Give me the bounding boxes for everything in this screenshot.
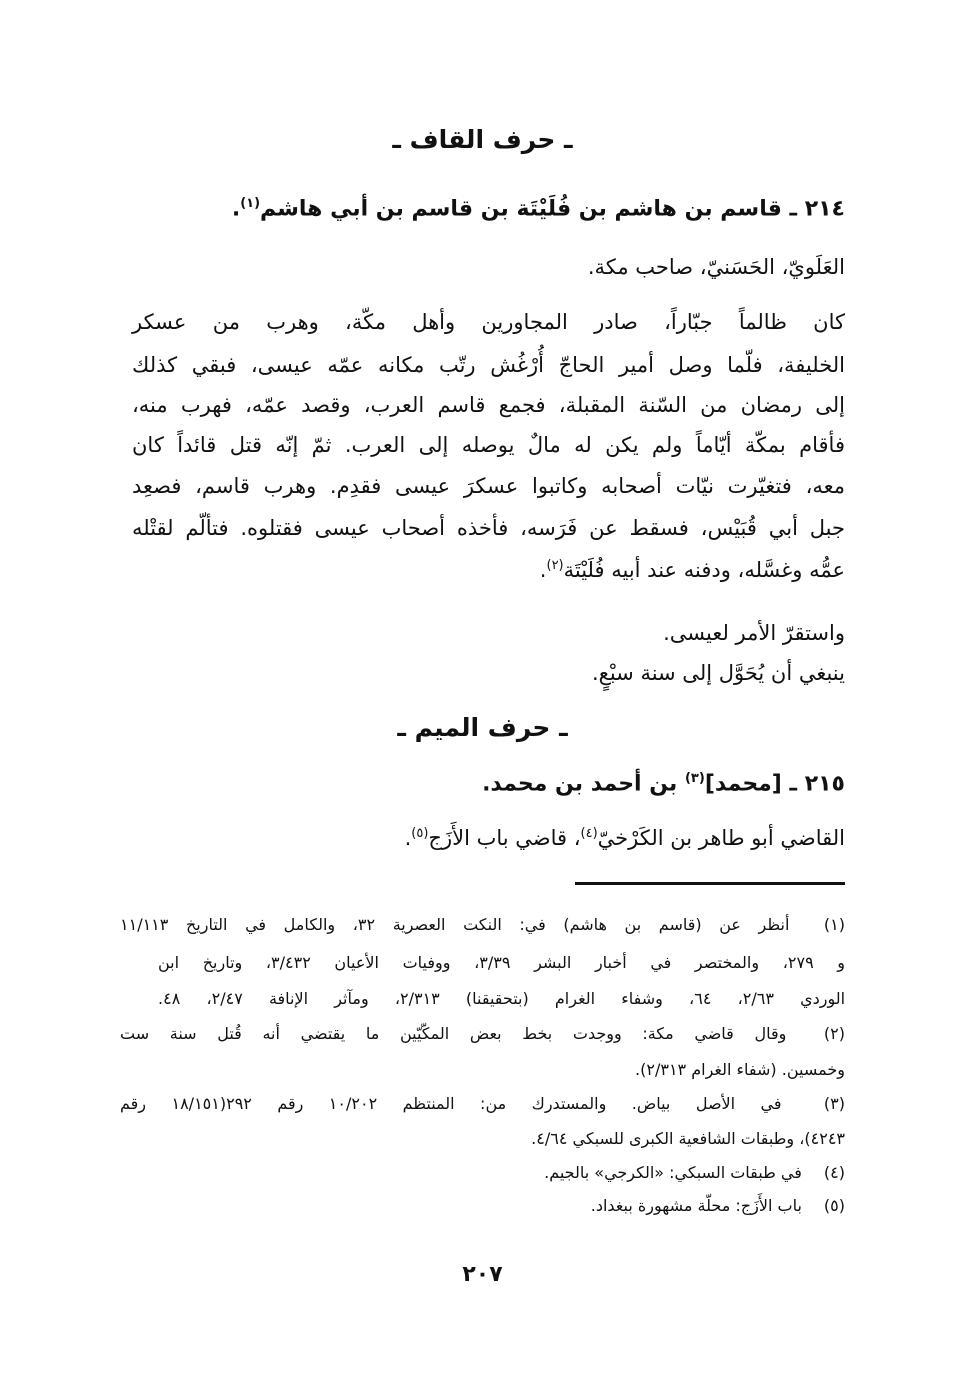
entry-214-after-1: واستقرّ الأمر لعيسى. xyxy=(663,621,845,645)
entry-214-para-end: . xyxy=(539,558,547,582)
entry-215-line-b: ، قاضي باب الأَزَج xyxy=(428,826,581,850)
footnote-5-line-1 xyxy=(120,1196,845,1215)
entry-214-title-text: ٢١٤ ـ قاسم بن هاشم بن فُلَيْتَة بن قاسم بن أبي هاشم xyxy=(260,196,845,222)
footnote-1-text-1: أنظر عن (قاسم بن هاشم) في: النكت العصرية ٣٢، والكامل في التاريخ ١١/١١٣ xyxy=(120,915,790,934)
entry-214-para-line-2: الخليفة، فلّما وصل أمير الحاجّ أُرْغُش رتّب مكانه عمّه عيسى، فبقي كذلك xyxy=(132,353,845,377)
entry-214-para-line-1: كان ظالماً جبّاراً، صادر المجاورين وأهل مكّة، وهرب من عسكر xyxy=(132,310,845,334)
footnote-3-line-2: ٤٢٤٣)، وطبقات الشافعية الكبرى للسبكي ٤/٦٤. xyxy=(531,1129,845,1148)
entry-214-nisba: العَلَويّ، الحَسَنيّ، صاحب مكة. xyxy=(587,255,845,279)
footnote-ref-5: (٥) xyxy=(411,826,429,841)
entry-214-para-line-5: معه، فتغيّرت نيّات أصحابه وكاتبوا عسكرَ عيسى فقدِم. وهرب قاسم، فصعِد xyxy=(132,474,845,498)
footnote-3-number: (٣) xyxy=(823,1094,845,1113)
footnote-2-line-2: وخمسين. (شفاء الغرام ٢/٣١٣). xyxy=(635,1060,845,1079)
footnote-ref-2: (٢) xyxy=(546,558,564,573)
entry-214-title-end: . xyxy=(231,196,241,222)
footnote-2-line-1 xyxy=(120,1024,845,1043)
footnote-2-text-1: وقال قاضي مكة: ووجدت بخط بعض المكّيّين ما يقتضي أنه قُتل سنة ست xyxy=(120,1024,787,1043)
entry-215-line-end: . xyxy=(404,826,412,850)
footnote-2-number: (٢) xyxy=(823,1024,845,1043)
footnote-4-number: (٤) xyxy=(823,1163,845,1182)
page-number: ٢٠٧ xyxy=(462,1262,503,1287)
entry-215-title xyxy=(125,771,845,796)
entry-215-line xyxy=(125,826,845,850)
footnote-5-number: (٥) xyxy=(823,1196,845,1215)
footnote-5-text-1: باب الأَزَج: محلّة مشهورة ببغداد. xyxy=(590,1196,802,1215)
entry-215-title-a: ٢١٥ ـ [محمد] xyxy=(704,771,845,797)
entry-215-title-b: بن أحمد بن محمد. xyxy=(482,771,685,797)
footnote-separator-rule xyxy=(575,882,845,885)
entry-215-line-a: القاضي أبو طاهر بن الكَرْخيّ xyxy=(597,826,845,850)
footnote-ref-3: (٣) xyxy=(684,771,705,786)
footnote-1-line-2: و ٢٧٩، والمختصر في أخبار البشر ٣/٣٩، ووفيات الأعيان ٣/٤٣٢، وتاريخ ابن xyxy=(158,953,846,972)
footnote-4-line-1 xyxy=(120,1163,845,1182)
entry-214-para-line-6: جبل أبي قُبَيْس، فسقط عن فَرَسه، فأخذه أصحاب عيسى فقتلوه. فتألّم لقتْله xyxy=(132,516,845,540)
footnote-1-number: (١) xyxy=(823,915,846,934)
footnote-ref-4: (٤) xyxy=(580,826,598,841)
entry-214-after-2: ينبغي أن يُحَوَّل إلى سنة سبْعٍ. xyxy=(591,661,845,685)
entry-214-title xyxy=(125,196,845,221)
footnote-ref-1: (١) xyxy=(240,196,261,211)
section-heading-mim: ـ حرف الميم ـ xyxy=(397,713,568,742)
entry-214-para-line-4: فأقام بمكّة أيّاماً ولم يكن له مالٌ يوصله إلى العرب. ثمّ إنّه قتل قائداً كان xyxy=(132,433,845,457)
footnote-3-line-1 xyxy=(120,1094,845,1113)
entry-214-para-line-7 xyxy=(125,558,845,582)
entry-214-para-line-3: إلى رمضان من السّنة المقبلة، فجمع قاسم العرب، وقصد عمّه، فهرب منه، xyxy=(132,393,845,417)
footnote-1-line-1 xyxy=(120,915,845,934)
entry-214-para-last-text: عمُّه وغسَّله، ودفنه عند أبيه فُلَيْتَة xyxy=(563,558,845,582)
footnote-4-text-1: في طبقات السبكي: «الكرجي» بالجيم. xyxy=(544,1163,802,1182)
footnote-1-line-3: الوردي ٢/٦٣، ٦٤، وشفاء الغرام (بتحقيقنا) ٢/٣١٣، ومآثر الإنافة ٢/٤٧، ٤٨. xyxy=(158,989,846,1008)
footnote-3-text-1: في الأصل بياض. والمستدرك من: المنتظم ١٠/٢٠٢ رقم ٢٩٢(١٨/١٥١ رقم xyxy=(120,1094,782,1113)
section-heading-qaf: ـ حرف القاف ـ xyxy=(392,125,573,154)
